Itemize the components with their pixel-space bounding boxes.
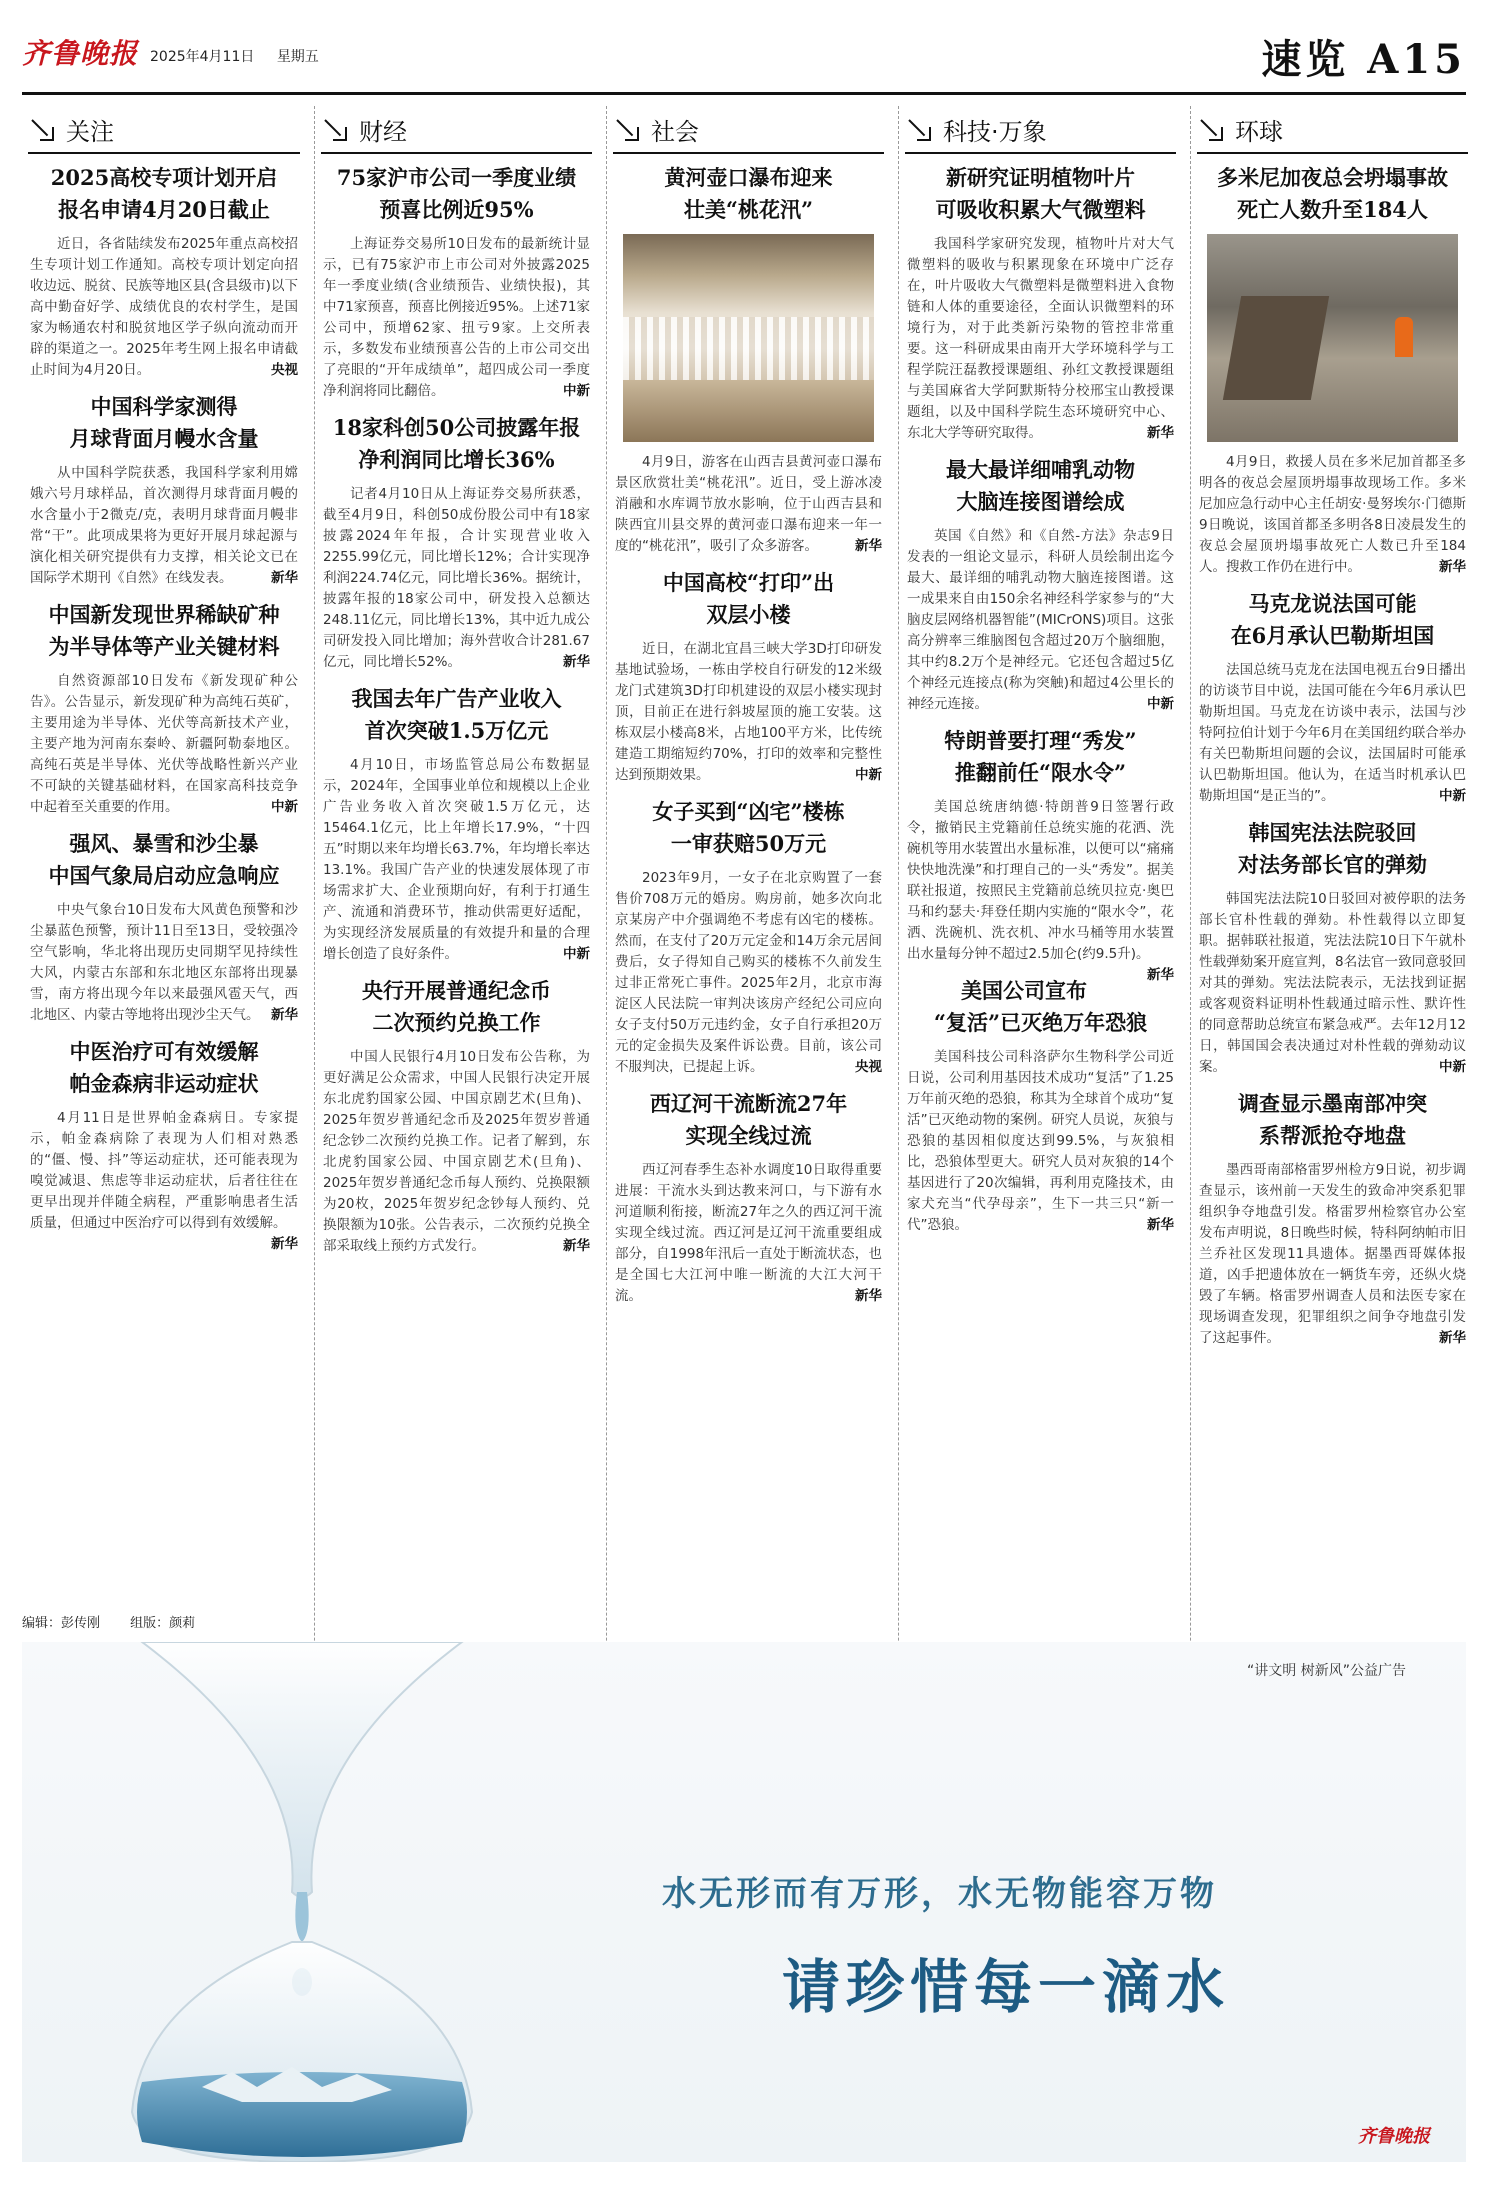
article-headline <box>30 599 298 663</box>
headline-line: 在6月承认巴勒斯坦国 <box>1230 623 1435 648</box>
article-body <box>615 1160 882 1307</box>
article-body <box>323 1047 590 1257</box>
article-text: 4月9日，游客在山西吉县黄河壶口瀑布景区欣赏壮美“桃花汛”。近日，受上游冰凌消融和水库调节放水影响，位于山西吉县和陕西宜川县交界的黄河壶口瀑布迎来一年一度的“桃花汛”，吸引了众多游客。 <box>615 454 882 554</box>
article-text: 4月9日，救援人员在多米尼加首都圣多明各的夜总会屋顶坍塌事故现场工作。多米尼加应急行动中心主任胡安·曼努埃尔·门德斯9日晚说，该国首都圣多明各8日凌晨发生的夜总会屋顶坍塌事故死亡人数已升至184人。搜救工作仍在进行中。 <box>1199 454 1466 575</box>
article-source: 中新 <box>1147 696 1174 712</box>
article-source: 央视 <box>271 362 298 378</box>
article-body <box>30 463 298 589</box>
section-rule <box>1197 152 1468 154</box>
headline-line: 实现全线过流 <box>685 1123 812 1148</box>
headline-line: 黄河壶口瀑布迎来 <box>664 165 833 190</box>
article-body <box>907 1047 1174 1236</box>
article-text: 美国总统唐纳德·特朗普9日签署行政令，撤销民主党籍前任总统实施的花洒、洗碗机等用水装置出水量标准，以便可以“痛痛快快地洗澡”和打理自己的一头“秀发”。据美联社报道，按照民主党籍前总统贝拉克·奥巴马和约瑟夫·拜登任期内实施的“限水令”，花洒、洗碗机、洗衣机、冲水马桶等用水装置出水量每分钟不超过2.5加仑(约9.5升)。 <box>907 799 1174 962</box>
headline-line: 大脑连接图谱绘成 <box>956 489 1125 514</box>
headline-line: 为半导体等产业关键材料 <box>48 634 280 659</box>
editor-credits <box>22 1612 221 1631</box>
article <box>22 1036 306 1252</box>
article-headline <box>615 567 882 631</box>
headline-line: 中国高校“打印”出 <box>662 570 835 595</box>
headline-line: 中国科学家测得 <box>90 394 238 419</box>
article-headline <box>1199 1088 1466 1152</box>
article-headline <box>323 162 590 226</box>
article-body <box>907 797 1174 983</box>
article-headline <box>1199 817 1466 881</box>
article-text: 中央气象台10日发布大风黄色预警和沙尘暴蓝色预警，预计11日至13日，受较强冷空气影响，华北将出现历史同期罕见持续性大风，内蒙古东部和东北地区东部将出现暴雪，南方将出现今年以来最强风雹天气，西北地区、内蒙古等地将出现沙尘天气。 <box>30 902 298 1023</box>
section-title: 科技·万象 <box>943 117 1047 146</box>
page-label: 速览 A15 <box>1261 36 1466 83</box>
article-headline <box>907 162 1174 226</box>
headline-line: “复活”已灭绝万年恐狼 <box>933 1010 1148 1035</box>
article-text: 近日，在湖北宜昌三峡大学3D打印研发基地试验场，一栋由学校自行研发的12米级龙门式建筑3D打印机建设的双层小楼实现封顶，目前正在进行斜坡屋顶的施工安装。这栋双层小楼高8米，占地100平方米，比传统建造工期缩短约70%，打印的效率和完整性达到预期效果。 <box>615 641 882 783</box>
article-source: 新华 <box>563 1238 590 1254</box>
headline-line: 系帮派抢夺地盘 <box>1259 1123 1406 1148</box>
article-headline <box>907 725 1174 789</box>
headline-line: 可吸收积累大气微塑料 <box>935 197 1146 222</box>
article-body <box>323 484 590 673</box>
article <box>315 162 598 408</box>
article-source: 新华 <box>271 570 298 586</box>
article-source: 中新 <box>1439 1059 1466 1075</box>
section-header <box>899 106 1182 152</box>
article <box>315 683 598 971</box>
headline-line: 壮美“桃花汛” <box>683 197 814 222</box>
designer: 组版：颜莉 <box>130 1616 196 1631</box>
article-body <box>615 868 882 1078</box>
section-header <box>607 106 890 152</box>
article-headline <box>30 162 298 226</box>
article-source: 中新 <box>563 383 590 399</box>
headline-line: 女子买到“凶宅”楼栋 <box>652 799 845 824</box>
article-body <box>30 234 298 381</box>
headline-line: 强风、暴雪和沙尘暴 <box>69 831 259 856</box>
section-rule <box>905 152 1176 154</box>
masthead <box>22 22 1466 94</box>
article-headline <box>30 391 298 455</box>
article-body <box>1199 452 1466 578</box>
section-title: 环球 <box>1235 117 1283 146</box>
article <box>22 391 306 595</box>
article-headline <box>323 975 590 1039</box>
headline-line: 西辽河干流断流27年 <box>649 1091 848 1116</box>
article-text: 韩国宪法法院10日驳回对被停职的法务部长官朴性载的弹劾。朴性载得以立即复职。据韩联社报道，宪法法院10日下午就朴性载弹劾案开庭宣判，8名法官一致同意驳回对其的弹劾。宪法法院表示，无法找到证据或客观资料证明朴性载通过暗示性、默许性的同意帮助总统宣布紧急戒严。去年12月12日，韩国国会表决通过对朴性载的弹劾动议案。 <box>1199 891 1466 1075</box>
article-source: 新华 <box>1147 1217 1174 1233</box>
section-title: 财经 <box>359 117 407 146</box>
headline-line: 中国气象局启动应急响应 <box>48 863 280 888</box>
article-source: 央视 <box>855 1059 882 1075</box>
article <box>899 975 1182 1242</box>
headline-line: 预喜比例近95% <box>379 197 534 222</box>
editor: 编辑：彭传刚 <box>22 1616 101 1631</box>
article-text: 墨西哥南部格雷罗州检方9日说，初步调查显示，该州前一天发生的致命冲突系犯罪组织争夺地盘引发。格雷罗州检察官办公室发布声明说，8日晚些时候，特科阿纳帕市旧兰乔社区发现11具遗体。据墨西哥媒体报道，凶手把遗体放在一辆货车旁，还纵火烧毁了车辆。格雷罗州调查人员和法医专家在现场调查发现，犯罪组织之间争夺地盘引发了这起事件。 <box>1199 1162 1466 1346</box>
section-arrow-icon <box>323 117 347 141</box>
headline-line: 调查显示墨南部冲突 <box>1238 1091 1427 1116</box>
article-text: 英国《自然》和《自然-方法》杂志9日发表的一组论文显示，科研人员绘制出迄今最大、最详细的哺乳动物大脑连接图谱。这一成果来自由150余名神经科学家参与的“大脑皮层网络机器智能”(MICrONS)项目。这张高分辨率三维脑图包含超过20万个脑细胞，其中约8.2万个是神经元。它还包含超过5亿个神经元连接点(称为突触)和超过4公里长的神经元连接。 <box>907 528 1174 712</box>
headline-line: 二次预约兑换工作 <box>372 1010 541 1035</box>
headline-line: 一审获赔50万元 <box>670 831 827 856</box>
article-headline <box>615 1088 882 1152</box>
article-text: 美国科技公司科洛萨尔生物科学公司近日说，公司利用基因技术成功“复活”了1.25万年前灭绝的恐狼，称其为全球首个成功“复活”已灭绝动物的案例。研究人员说，灰狼与恐狼的基因相似度达到99.5%，与灰狼相比，恐狼体型更大。研究人员对灰狼的14个基因进行了20次编辑，再利用克隆技术，由家犬充当“代孕母亲”，生下一共三只“新一代”恐狼。 <box>907 1049 1174 1233</box>
article-source: 新华 <box>855 1288 882 1304</box>
article <box>315 412 598 679</box>
masthead-rule <box>22 92 1466 95</box>
article-body <box>30 1108 298 1252</box>
article-source: 新华 <box>271 1007 298 1023</box>
article-source: 新华 <box>1147 425 1174 441</box>
headline-line: 75家沪市公司一季度业绩 <box>336 165 577 190</box>
article-headline <box>30 828 298 892</box>
article-source: 中新 <box>855 767 882 783</box>
article <box>899 725 1182 983</box>
article <box>1191 162 1474 584</box>
article-text: 中国人民银行4月10日发布公告称，为更好满足公众需求，中国人民银行决定开展东北虎豹国家公园、中国京剧艺术(旦角)、2025年贺岁普通纪念币及2025年贺岁普通纪念钞二次预约兑换工作。记者了解到，东北虎豹国家公园、中国京剧艺术(旦角)、2025年贺岁普通纪念币每人预约、兑换限额为20枚，2025年贺岁纪念钞每人预约、兑换限额为10张。公告表示，二次预约兑换全部采取线上预约方式发行。 <box>323 1049 590 1254</box>
public-service-ad <box>22 1642 1466 2162</box>
article-headline <box>907 975 1174 1039</box>
article-text: 法国总统马克龙在法国电视五台9日播出的访谈节目中说，法国可能在今年6月承认巴勒斯坦国。马克龙在访谈中表示，法国与沙特阿拉伯计划于今年6月在美国纽约联合举办有关巴勒斯坦问题的会议，法国届时可能承认巴勒斯坦国。他认为，在适当时机承认巴勒斯坦国“是正当的”。 <box>1199 662 1466 804</box>
section-title: 社会 <box>651 117 699 146</box>
article-headline <box>907 454 1174 518</box>
article-body <box>323 234 590 402</box>
date: 2025年4月11日 <box>150 49 255 65</box>
headline-line: 多米尼加夜总会坍塌事故 <box>1217 165 1448 190</box>
article-headline <box>323 412 590 476</box>
article <box>607 162 890 563</box>
headline-line: 2025高校专项计划开启 <box>50 165 278 190</box>
article-text: 西辽河春季生态补水调度10日取得重要进展：干流水头到达教来河口，与下游有水河道顺利衔接，断流27年之久的西辽河干流实现全线过流。西辽河是辽河干流重要组成部分，自1998年汛后一直处于断流状态，也是全国七大江河中唯一断流的大江大河干流。 <box>615 1162 882 1304</box>
article-body <box>1199 660 1466 807</box>
rescue-site-photo <box>1207 234 1458 442</box>
section-header <box>315 106 598 152</box>
headline-line: 美国公司宣布 <box>961 978 1087 1003</box>
article-text: 从中国科学院获悉，我国科学家利用嫦娥六号月球样品，首次测得月球背面月幔的水含量小于2微克/克，表明月球背面月幔非常“干”。此项成果将为更好开展月球起源与演化相关研究提供有力支撑，相关论文已在国际学术期刊《自然》在线发表。 <box>30 465 298 586</box>
article-body <box>30 671 298 818</box>
headline-line: 月球背面月幔水含量 <box>69 426 259 451</box>
article-headline <box>30 1036 298 1100</box>
article-source: 新华 <box>1439 559 1466 575</box>
article <box>607 796 890 1084</box>
headline-line: 净利润同比增长36% <box>358 447 555 472</box>
article <box>22 162 306 387</box>
article <box>1191 588 1474 813</box>
headline-line: 我国去年广告产业收入 <box>351 686 562 711</box>
article-source: 新华 <box>1147 967 1174 983</box>
article-text: 自然资源部10日发布《新发现矿种公告》。公告显示，新发现矿种为高纯石英矿，主要用途为半导体、光伏等高新技术产业，主要产地为河南东秦岭、新疆阿勒泰地区。高纯石英是半导体、光伏等战略性新兴产业不可缺的关键基础材料，在国家高科技竞争中起着至关重要的作用。 <box>30 673 298 815</box>
ad-tag: “讲文明 树新风”公益广告 <box>1247 1663 1406 1679</box>
weekday: 星期五 <box>276 49 319 65</box>
section-title: 关注 <box>66 117 114 146</box>
article-source: 新华 <box>855 538 882 554</box>
section-header <box>22 106 306 152</box>
article-headline <box>615 796 882 860</box>
article-text: 上海证券交易所10日发布的最新统计显示，已有75家沪市上市公司对外披露2025年一季度业绩(含业绩预告、业绩快报)，其中71家预喜，预喜比例接近95%。上述71家公司中，预增62家、扭亏9家。上交所表示，多数发布业绩预喜公告的上市公司交出了亮眼的“开年成绩单”，超四成公司一季度净利润将同比翻倍。 <box>323 236 590 399</box>
section-arrow-icon <box>907 117 931 141</box>
article <box>22 599 306 824</box>
article-body <box>615 452 882 557</box>
article <box>899 454 1182 721</box>
section-arrow-icon <box>615 117 639 141</box>
section-header <box>1191 106 1474 152</box>
headline-line: 18家科创50公司披露年报 <box>332 415 581 440</box>
section-arrow-icon <box>30 117 54 141</box>
article-source: 中新 <box>563 946 590 962</box>
article-source: 中新 <box>271 799 298 815</box>
article-source: 新华 <box>271 1236 298 1252</box>
article-body <box>907 234 1174 444</box>
issue-date <box>150 46 337 66</box>
article <box>899 162 1182 450</box>
article-text: 4月10日，市场监管总局公布数据显示，2024年，全国事业单位和规模以上企业广告业务收入首次突破1.5万亿元，达15464.1亿元，比上年增长17.9%，“十四五”时期以来年均增长63.7%，年均增长率达13.1%。我国广告产业的快速发展体现了市场需求扩大、企业预期向好，有利于打通生产、流通和消费环节，推动供需更好适配，为实现经济发展质量的有效提升和量的合理增长创造了良好条件。 <box>323 757 590 962</box>
headline-line: 新研究证明植物叶片 <box>946 165 1135 190</box>
headline-line: 中国新发现世界稀缺矿种 <box>48 602 280 627</box>
article-body <box>323 755 590 965</box>
section-arrow-icon <box>1199 117 1223 141</box>
article-text: 我国科学家研究发现，植物叶片对大气微塑料的吸收与积累现象在环境中广泛存在，叶片吸收大气微塑料是微塑料进入食物链和人体的重要途径，全面认识微塑料的环境行为，对于此类新污染物的管控非常重要。这一科研成果由南开大学环境科学与工程学院汪磊教授课题组、孙红文教授课题组与美国麻省大学阿默斯特分校邢宝山教授课题组，以及中国科学院生态环境研究中心、东北大学等研究取得。 <box>907 236 1174 441</box>
newspaper-logo: 齐鲁晚报 <box>22 37 139 70</box>
article-headline <box>615 162 882 226</box>
article-body <box>30 900 298 1026</box>
waterfall-photo <box>623 234 874 442</box>
hourglass-water-drop-illustration <box>82 1642 522 2162</box>
ad-headline: 请珍惜每一滴水 <box>782 1953 1231 2021</box>
article <box>315 975 598 1263</box>
headline-line: 死亡人数升至184人 <box>1237 197 1428 222</box>
section-rule <box>613 152 884 154</box>
headline-line: 首次突破1.5万亿元 <box>364 718 549 743</box>
article-text: 记者4月10日从上海证券交易所获悉，截至4月9日，科创50成份股公司中有18家披露2024年年报，合计实现营业收入2255.99亿元，同比增长12%；合计实现净利润224.74亿元，同比增长36%。据统计，披露年报的18家公司中，研发投入总额达248.11亿元，同比增长13%，其中近九成公司研发投入同比增加；海外营收合计281.67亿元，同比增长52%。 <box>323 486 590 670</box>
headline-line: 对法务部长官的弹劾 <box>1238 852 1427 877</box>
headline-line: 双层小楼 <box>706 602 791 627</box>
article <box>607 567 890 792</box>
article-source: 新华 <box>1439 1330 1466 1346</box>
section-rule <box>28 152 300 154</box>
article-body <box>615 639 882 786</box>
section-rule <box>321 152 592 154</box>
headline-line: 中医治疗可有效缓解 <box>69 1039 259 1064</box>
article <box>1191 1088 1474 1355</box>
ad-newspaper-logo: 齐鲁晚报 <box>1358 2126 1430 2147</box>
headline-line: 推翻前任“限水令” <box>954 760 1127 785</box>
article-source: 中新 <box>1439 788 1466 804</box>
article-text: 2023年9月，一女子在北京购置了一套售价708万元的婚房。购房前，她多次向北京某房产中介强调绝不考虑有凶宅的楼栋。然而，在支付了20万元定金和14万余元居间费后，女子得知自己购买的楼栋不久前发生过非正常死亡事件。2025年2月，北京市海淀区人民法院一审判决该房产经纪公司应向女子支付50万元违约金，女子自行承担20万元的定金损失及案件诉讼费。目前，该公司不服判决，已提起上诉。 <box>615 870 882 1075</box>
article <box>1191 817 1474 1084</box>
headline-line: 韩国宪法法院驳回 <box>1248 820 1417 845</box>
article <box>607 1088 890 1313</box>
headline-line: 特朗普要打理“秀发” <box>944 728 1137 753</box>
article-source: 新华 <box>563 654 590 670</box>
headline-line: 央行开展普通纪念币 <box>362 978 551 1003</box>
article-body <box>1199 1160 1466 1349</box>
headline-line: 最大最详细哺乳动物 <box>946 457 1135 482</box>
article-body <box>1199 889 1466 1078</box>
article-headline <box>1199 588 1466 652</box>
article-text: 近日，各省陆续发布2025年重点高校招生专项计划工作通知。高校专项计划定向招收边远、脱贫、民族等地区县(含县级市)以下高中勤奋好学、成绩优良的农村学生，是国家为畅通农村和脱贫地区学子纵向流动而开辟的渠道之一。2025年考生网上报名申请截止时间为4月20日。 <box>30 236 298 378</box>
article-text: 4月11日是世界帕金森病日。专家提示，帕金森病除了表现为人们相对熟悉的“僵、慢、抖”等运动症状，还可能表现为嗅觉减退、焦虑等非运动症状，后者往往在更早出现并伴随全病程，严重影响患者生活质量，但通过中医治疗可以得到有效缓解。 <box>30 1110 298 1231</box>
headline-line: 报名申请4月20日截止 <box>58 197 270 222</box>
article-headline <box>323 683 590 747</box>
ad-slogan: 水无形而有万形，水无物能容万物 <box>662 1874 1217 1914</box>
article <box>22 828 306 1032</box>
headline-line: 马克龙说法国可能 <box>1248 591 1417 616</box>
headline-line: 帕金森病非运动症状 <box>69 1071 259 1096</box>
article-body <box>907 526 1174 715</box>
article-headline <box>1199 162 1466 226</box>
